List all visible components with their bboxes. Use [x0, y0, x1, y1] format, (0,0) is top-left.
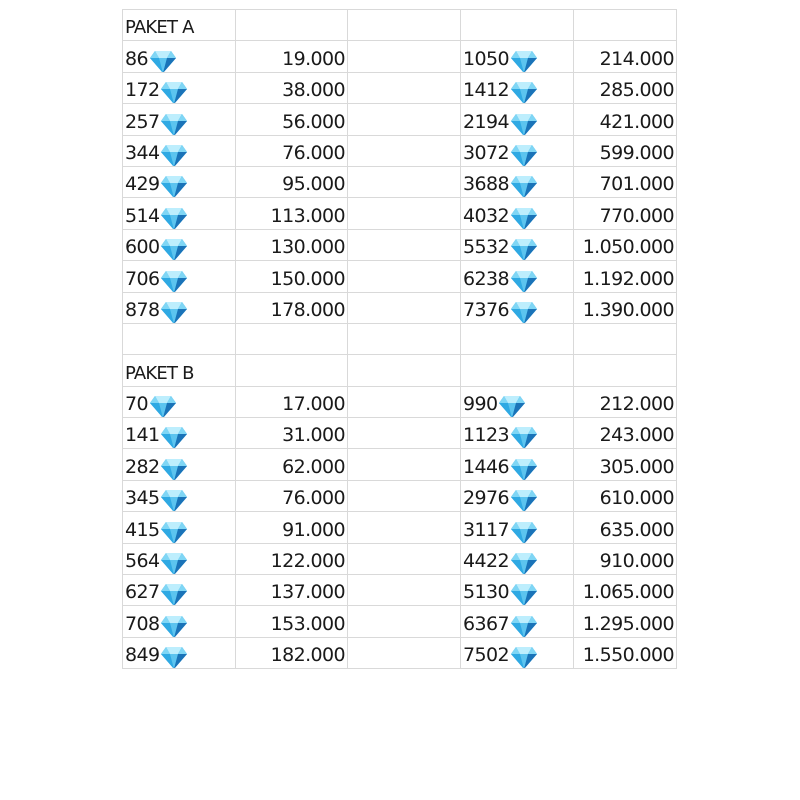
price-cell: 76.000 [236, 481, 348, 512]
table-row [123, 261, 677, 292]
price-cell: 1.192.000 [574, 261, 677, 292]
diamond-quantity: 70 [125, 393, 148, 416]
price-cell: 130.000 [236, 230, 348, 261]
table-row [123, 606, 677, 637]
diamond-quantity: 990 [463, 393, 498, 416]
quantity-cell [123, 481, 236, 512]
diamond-quantity: 345 [125, 487, 160, 510]
empty-cell [348, 575, 461, 606]
quantity-cell [123, 198, 236, 229]
diamond-icon [160, 458, 188, 481]
quantity-cell [123, 293, 236, 324]
diamond-quantity: 878 [125, 298, 160, 321]
diamond-quantity: 1123 [463, 424, 509, 447]
diamond-icon [510, 113, 538, 136]
price-cell: 910.000 [574, 544, 677, 575]
empty-cell [348, 136, 461, 167]
diamond-quantity: 2194 [463, 110, 509, 133]
table-row [123, 449, 677, 480]
spacer-row [123, 324, 677, 355]
table-row [123, 512, 677, 543]
quantity-cell [461, 136, 574, 167]
diamond-icon [160, 426, 188, 449]
diamond-quantity: 5532 [463, 236, 509, 259]
quantity-cell [123, 638, 236, 669]
paket-b-rows [123, 387, 677, 670]
table-row [123, 293, 677, 324]
diamond-quantity: 282 [125, 455, 160, 478]
diamond-icon [160, 646, 188, 669]
diamond-quantity: 7502 [463, 644, 509, 667]
empty-cell [236, 355, 348, 386]
empty-cell [461, 355, 574, 386]
empty-cell [348, 10, 461, 41]
table-row [123, 198, 677, 229]
diamond-icon [510, 238, 538, 261]
quantity-cell [461, 481, 574, 512]
empty-cell [348, 198, 461, 229]
price-cell: 1.550.000 [574, 638, 677, 669]
price-cell: 1.050.000 [574, 230, 677, 261]
diamond-quantity: 7376 [463, 298, 509, 321]
diamond-icon [160, 521, 188, 544]
price-cell: 19.000 [236, 41, 348, 72]
diamond-quantity: 257 [125, 110, 160, 133]
diamond-quantity: 4422 [463, 550, 509, 573]
table-row [123, 230, 677, 261]
price-cell: 122.000 [236, 544, 348, 575]
price-cell: 91.000 [236, 512, 348, 543]
price-cell: 56.000 [236, 104, 348, 135]
diamond-quantity: 3688 [463, 173, 509, 196]
quantity-cell [461, 167, 574, 198]
diamond-icon [160, 583, 188, 606]
quantity-cell [123, 544, 236, 575]
table-row [123, 167, 677, 198]
quantity-cell [461, 73, 574, 104]
empty-cell [461, 324, 574, 355]
diamond-icon [160, 270, 188, 293]
table-row [123, 544, 677, 575]
diamond-quantity: 4032 [463, 204, 509, 227]
price-cell: 153.000 [236, 606, 348, 637]
diamond-icon [498, 395, 526, 418]
price-cell: 599.000 [574, 136, 677, 167]
empty-cell [348, 449, 461, 480]
paket-b-title: PAKET B [123, 355, 236, 386]
quantity-cell [123, 261, 236, 292]
empty-cell [574, 355, 677, 386]
diamond-icon [510, 552, 538, 575]
empty-cell [348, 606, 461, 637]
diamond-icon [510, 489, 538, 512]
empty-cell [348, 387, 461, 418]
price-cell: 770.000 [574, 198, 677, 229]
quantity-cell [123, 449, 236, 480]
quantity-cell [461, 293, 574, 324]
quantity-cell [461, 261, 574, 292]
diamond-icon [510, 521, 538, 544]
price-cell: 95.000 [236, 167, 348, 198]
diamond-icon [510, 615, 538, 638]
diamond-icon [160, 81, 188, 104]
table-row [123, 481, 677, 512]
diamond-icon [160, 615, 188, 638]
table-row [123, 104, 677, 135]
diamond-quantity: 706 [125, 267, 160, 290]
quantity-cell [461, 606, 574, 637]
empty-cell [236, 10, 348, 41]
diamond-quantity: 1050 [463, 47, 509, 70]
table-row [123, 136, 677, 167]
quantity-cell [461, 449, 574, 480]
diamond-icon [160, 301, 188, 324]
diamond-icon [160, 113, 188, 136]
quantity-cell [461, 418, 574, 449]
price-cell: 182.000 [236, 638, 348, 669]
empty-cell [461, 10, 574, 41]
quantity-cell [461, 544, 574, 575]
empty-cell [348, 261, 461, 292]
price-cell: 178.000 [236, 293, 348, 324]
quantity-cell [461, 41, 574, 72]
empty-cell [348, 73, 461, 104]
diamond-quantity: 344 [125, 141, 160, 164]
empty-cell [348, 481, 461, 512]
table-row [123, 41, 677, 72]
empty-cell [348, 293, 461, 324]
diamond-icon [149, 50, 177, 73]
empty-cell [574, 324, 677, 355]
empty-cell [348, 418, 461, 449]
price-cell: 62.000 [236, 449, 348, 480]
quantity-cell [123, 230, 236, 261]
diamond-icon [160, 175, 188, 198]
diamond-icon [160, 489, 188, 512]
quantity-cell [123, 73, 236, 104]
diamond-icon [510, 301, 538, 324]
empty-cell [348, 512, 461, 543]
diamond-quantity: 564 [125, 550, 160, 573]
diamond-quantity: 1412 [463, 79, 509, 102]
paket-a-title: PAKET A [123, 10, 236, 41]
diamond-quantity: 3117 [463, 518, 509, 541]
price-cell: 76.000 [236, 136, 348, 167]
diamond-quantity: 849 [125, 644, 160, 667]
quantity-cell [123, 136, 236, 167]
table-row [123, 418, 677, 449]
empty-cell [348, 104, 461, 135]
diamond-icon [510, 646, 538, 669]
diamond-quantity: 1446 [463, 455, 509, 478]
empty-cell [123, 324, 236, 355]
table-row [123, 575, 677, 606]
price-cell: 1.295.000 [574, 606, 677, 637]
price-cell: 214.000 [574, 41, 677, 72]
price-cell: 701.000 [574, 167, 677, 198]
diamond-quantity: 141 [125, 424, 160, 447]
empty-cell [348, 41, 461, 72]
empty-cell [348, 167, 461, 198]
price-cell: 137.000 [236, 575, 348, 606]
diamond-icon [510, 426, 538, 449]
price-cell: 150.000 [236, 261, 348, 292]
empty-cell [348, 355, 461, 386]
diamond-quantity: 86 [125, 47, 148, 70]
diamond-icon [160, 207, 188, 230]
quantity-cell [123, 575, 236, 606]
diamond-quantity: 600 [125, 236, 160, 259]
diamond-quantity: 708 [125, 612, 160, 635]
paket-b-header-row [123, 355, 677, 386]
quantity-cell [461, 198, 574, 229]
price-cell: 31.000 [236, 418, 348, 449]
price-cell: 285.000 [574, 73, 677, 104]
quantity-cell [123, 104, 236, 135]
diamond-icon [510, 81, 538, 104]
diamond-icon [160, 552, 188, 575]
diamond-icon [510, 458, 538, 481]
empty-cell [574, 10, 677, 41]
diamond-icon [149, 395, 177, 418]
diamond-quantity: 5130 [463, 581, 509, 604]
empty-cell [236, 324, 348, 355]
empty-cell [348, 638, 461, 669]
diamond-icon [160, 238, 188, 261]
diamond-quantity: 627 [125, 581, 160, 604]
quantity-cell [461, 387, 574, 418]
table-row [123, 638, 677, 669]
table-row [123, 387, 677, 418]
price-cell: 421.000 [574, 104, 677, 135]
diamond-quantity: 429 [125, 173, 160, 196]
price-cell: 1.065.000 [574, 575, 677, 606]
diamond-quantity: 6238 [463, 267, 509, 290]
price-sheet [122, 9, 677, 669]
quantity-cell [123, 512, 236, 543]
diamond-quantity: 6367 [463, 612, 509, 635]
empty-cell [348, 544, 461, 575]
price-cell: 1.390.000 [574, 293, 677, 324]
diamond-quantity: 415 [125, 518, 160, 541]
price-cell: 305.000 [574, 449, 677, 480]
quantity-cell [123, 167, 236, 198]
quantity-cell [123, 418, 236, 449]
table-row [123, 73, 677, 104]
quantity-cell [123, 606, 236, 637]
diamond-quantity: 172 [125, 79, 160, 102]
price-cell: 610.000 [574, 481, 677, 512]
price-cell: 243.000 [574, 418, 677, 449]
diamond-icon [510, 50, 538, 73]
price-cell: 17.000 [236, 387, 348, 418]
quantity-cell [461, 512, 574, 543]
paket-a-header-row [123, 10, 677, 41]
diamond-icon [510, 583, 538, 606]
quantity-cell [461, 638, 574, 669]
diamond-quantity: 3072 [463, 141, 509, 164]
empty-cell [348, 324, 461, 355]
diamond-icon [510, 175, 538, 198]
price-cell: 635.000 [574, 512, 677, 543]
empty-cell [348, 230, 461, 261]
quantity-cell [461, 575, 574, 606]
quantity-cell [123, 41, 236, 72]
diamond-icon [510, 207, 538, 230]
price-cell: 113.000 [236, 198, 348, 229]
diamond-icon [510, 270, 538, 293]
diamond-icon [510, 144, 538, 167]
price-cell: 212.000 [574, 387, 677, 418]
diamond-quantity: 2976 [463, 487, 509, 510]
diamond-quantity: 514 [125, 204, 160, 227]
quantity-cell [461, 230, 574, 261]
quantity-cell [123, 387, 236, 418]
price-cell: 38.000 [236, 73, 348, 104]
diamond-icon [160, 144, 188, 167]
quantity-cell [461, 104, 574, 135]
paket-a-rows [123, 41, 677, 324]
